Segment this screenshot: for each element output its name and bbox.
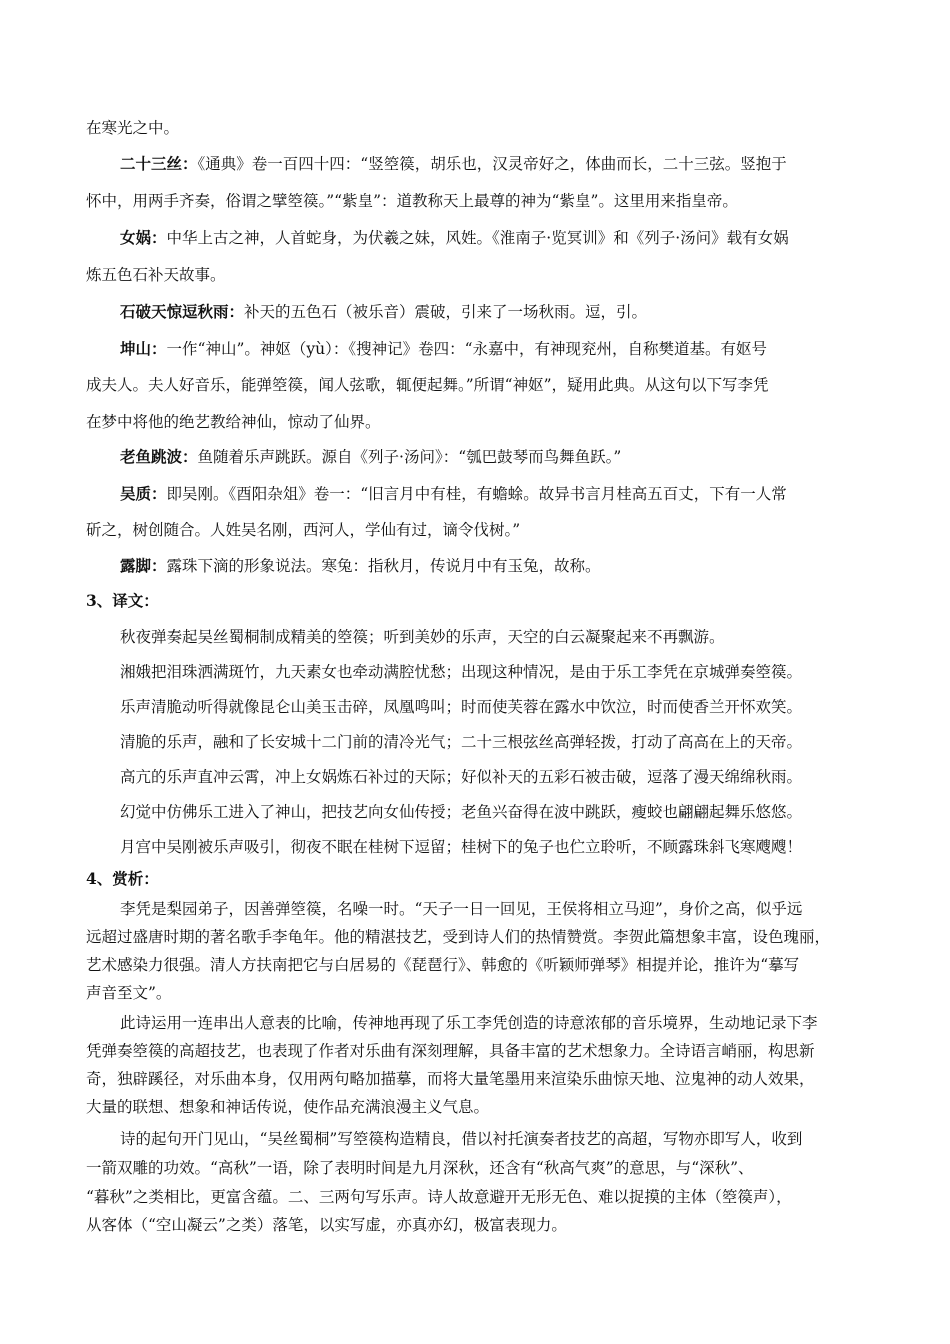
translation-line: 湘娥把泪珠洒满斑竹，九天素女也牵动满腔忧愁；出现这种情况，是由于乐工李凭在京城弹奏箜篌。 bbox=[120, 663, 803, 681]
note-term: 坤山： bbox=[120, 339, 167, 358]
note-line: 在寒光之中。 bbox=[86, 119, 180, 137]
appreciation-line: 艺术感染力很强。清人方扶南把它与白居易的《琵琶行》、韩愈的《听颖师弹琴》相提并论，推许为“摹写 bbox=[86, 956, 800, 974]
note-text: 即吴刚。《酉阳杂俎》卷一：“旧言月中有桂，有蟾蜍。故异书言月桂高五百丈，下有一人常 bbox=[166, 485, 787, 503]
translation-line: 高亢的乐声直冲云霄，冲上女娲炼石补过的天际；好似补天的五彩石被击破，逗落了漫天绵绵秋雨。 bbox=[120, 768, 803, 786]
note-line bbox=[120, 483, 862, 505]
translation-line: 清脆的乐声，融和了长安城十二门前的清冷光气；二十三根弦丝高弹轻拨，打动了高高在上的天帝。 bbox=[120, 733, 803, 751]
note-term: 老鱼跳波： bbox=[120, 447, 198, 466]
note-line bbox=[120, 555, 862, 577]
appreciation-line: 一箭双雕的功效。“高秋”一语，除了表明时间是九月深秋，还含有“秋高气爽”的意思，与“深秋”、 bbox=[86, 1159, 754, 1177]
note-line bbox=[120, 153, 862, 175]
note-line: 在梦中将他的绝艺教给神仙，惊动了仙界。 bbox=[86, 413, 381, 431]
section-heading-appreciation: 4、赏析： bbox=[86, 869, 159, 888]
appreciation-line: 远超过盛唐时期的著名歌手李龟年。他的精湛技艺，受到诗人们的热情赞赏。李贺此篇想象丰富，设色瑰丽， bbox=[86, 928, 831, 946]
translation-line: 秋夜弹奏起吴丝蜀桐制成精美的箜篌；听到美妙的乐声，天空的白云凝聚起来不再飘游。 bbox=[120, 628, 725, 646]
appreciation-line: 声音至文”。 bbox=[86, 984, 172, 1002]
note-text: 露珠下滴的形象说法。寒兔：指秋月，传说月中有玉兔，故称。 bbox=[166, 557, 601, 575]
note-term: 二十三丝： bbox=[120, 154, 198, 173]
note-text: 一作“神山”。神妪（yù）：《搜神记》卷四：“永嘉中，有神现兖州，自称樊道基。有妪号 bbox=[166, 340, 768, 358]
note-line bbox=[120, 301, 862, 323]
appreciation-line: 奇，独辟蹊径，对乐曲本身，仅用两句略加描摹，而将大量笔墨用来渲染乐曲惊天地、泣鬼神的动人效果， bbox=[86, 1070, 815, 1088]
note-line: 炼五色石补天故事。 bbox=[86, 266, 226, 284]
appreciation-line: 诗的起句开门见山，“吴丝蜀桐”写箜篌构造精良，借以衬托演奏者技艺的高超，写物亦即写人，收到 bbox=[120, 1130, 803, 1148]
note-text: 《通典》卷一百四十四：“竖箜篌，胡乐也，汉灵帝好之，体曲而长，二十三弦。竖抱于 bbox=[197, 155, 787, 173]
appreciation-line: 大量的联想、想象和神话传说，使作品充满浪漫主义气息。 bbox=[86, 1098, 490, 1116]
note-text: 补天的五色石（被乐音）震破，引来了一场秋雨。逗，引。 bbox=[244, 303, 648, 321]
translation-line: 幻觉中仿佛乐工进入了神山，把技艺向女仙传授；老鱼兴奋得在波中跳跃，瘦蛟也翩翩起舞乐悠悠。 bbox=[120, 803, 803, 821]
note-line: 斫之，树创随合。人姓吴名刚，西河人，学仙有过，谪令伐树。” bbox=[86, 521, 521, 539]
appreciation-line: 凭弹奏箜篌的高超技艺，也表现了作者对乐曲有深刻理解，具备丰富的艺术想象力。全诗语言峭丽，构思新 bbox=[86, 1042, 815, 1060]
translation-line: 乐声清脆动听得就像昆仑山美玉击碎，凤凰鸣叫；时而使芙蓉在露水中饮泣，时而使香兰开怀欢笑。 bbox=[120, 698, 803, 716]
appreciation-line: “暮秋”之类相比，更富含蕴。二、三两句写乐声。诗人故意避开无形无色、难以捉摸的主体（箜篌声）， bbox=[86, 1188, 792, 1206]
appreciation-line: 李凭是梨园弟子，因善弹箜篌，名噪一时。“天子一日一回见，王侯将相立马迎”，身价之高，似乎远 bbox=[120, 900, 803, 918]
note-line bbox=[120, 338, 862, 360]
note-line bbox=[120, 227, 862, 249]
note-line: 怀中，用两手齐奏，俗谓之擘箜篌。”“紫皇”：道教称天上最尊的神为“紫皇”。这里用来指皇帝。 bbox=[86, 192, 738, 210]
note-term: 女娲： bbox=[120, 228, 167, 247]
note-line: 成夫人。夫人好音乐，能弹箜篌，闻人弦歌，辄便起舞。”所谓“神妪”，疑用此典。从这句以下写李凭 bbox=[86, 376, 769, 394]
section-heading-translation: 3、译文： bbox=[86, 591, 159, 610]
note-text: 鱼随着乐声跳跃。源自《列子·汤问》：“瓠巴鼓琴而鸟舞鱼跃。” bbox=[197, 448, 622, 466]
note-text: 中华上古之神，人首蛇身，为伏羲之妹，风姓。《淮南子·览冥训》和《列子·汤问》载有女娲 bbox=[166, 229, 789, 247]
note-term: 吴质： bbox=[120, 484, 167, 503]
note-line bbox=[120, 446, 862, 468]
appreciation-line: 从客体（“空山凝云”之类）落笔，以实写虚，亦真亦幻，极富表现力。 bbox=[86, 1216, 567, 1234]
appreciation-line: 此诗运用一连串出人意表的比喻，传神地再现了乐工李凭创造的诗意浓郁的音乐境界，生动地记录下李 bbox=[120, 1014, 818, 1032]
note-term: 石破天惊逗秋雨： bbox=[120, 302, 245, 321]
translation-line: 月宫中吴刚被乐声吸引，彻夜不眠在桂树下逗留；桂树下的兔子也伫立聆听，不顾露珠斜飞寒飕飕！ bbox=[120, 838, 803, 856]
note-term: 露脚： bbox=[120, 556, 167, 575]
